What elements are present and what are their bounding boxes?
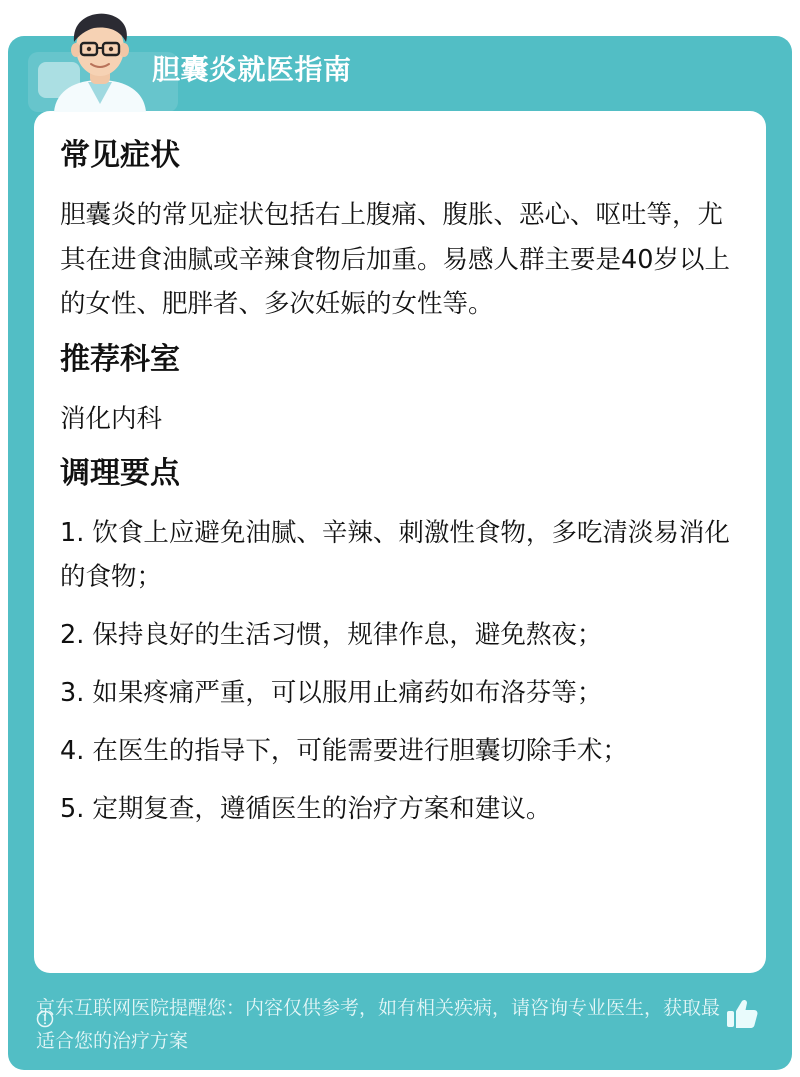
doctor-avatar [46, 8, 154, 112]
list-item: 2. 保持良好的生活习惯，规律作息，避免熬夜； [60, 619, 603, 650]
page-title: 胆囊炎就医指南 [152, 53, 352, 86]
list-item: 1. 饮食上应避免油腻、辛辣、刺激性食物，多吃清淡易消化的食物； [60, 517, 730, 592]
list-item: 5. 定期复查，遵循医生的治疗方案和建议。 [60, 793, 552, 824]
department-heading: 推荐科室 [60, 341, 180, 377]
symptoms-heading: 常见症状 [60, 138, 180, 173]
list-item: 3. 如果疼痛严重，可以服用止痛药如布洛芬等； [60, 677, 603, 708]
thumbs-up-icon[interactable] [724, 996, 760, 1032]
disclaimer-text: 京东互联网医院提醒您：内容仅供参考，如有相关疾病，请咨询专业医生，获取最适合您的治疗方案 [36, 997, 721, 1052]
content-body [60, 133, 730, 845]
symptoms-text: 胆囊炎的常见症状包括右上腹痛、腹胀、恶心、呕吐等，尤其在进食油腻或辛辣食物后加重。易感人群主要是40岁以上的女性、肥胖者、多次妊娠的女性等。 [60, 200, 730, 319]
department-text: 消化内科 [60, 403, 163, 434]
content-card [34, 111, 766, 973]
list-item: 4. 在医生的指导下，可能需要进行胆囊切除手术； [60, 735, 628, 766]
care-heading: 调理要点 [60, 455, 180, 491]
